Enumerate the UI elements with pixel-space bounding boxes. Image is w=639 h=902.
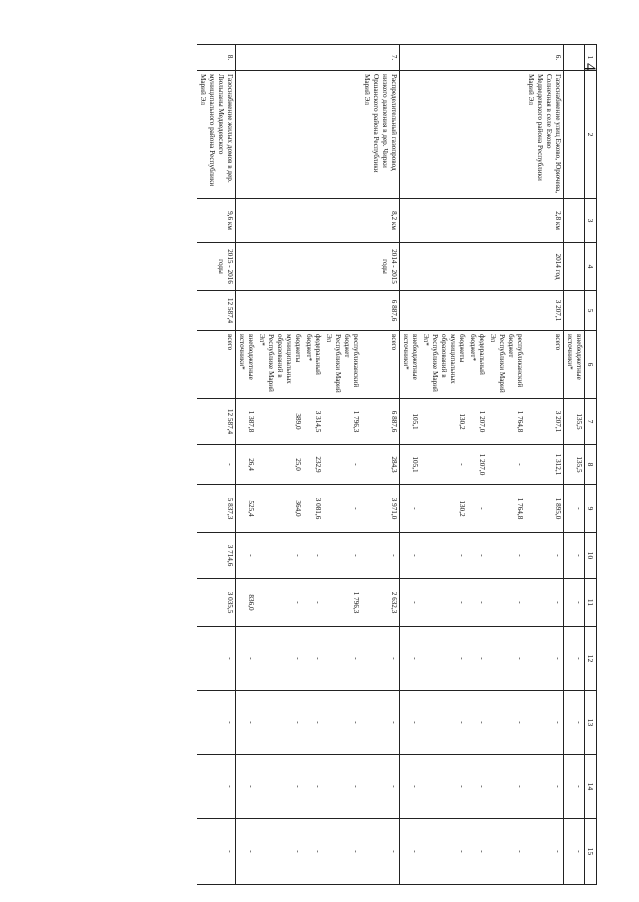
empty-cell (303, 45, 323, 71)
empty-cell (235, 291, 256, 331)
item-length: 9,6 км (197, 199, 236, 243)
value-cell: 5 837,3 (197, 485, 236, 533)
table-row (197, 45, 236, 885)
value-cell: 1 387,8 (235, 399, 256, 445)
value-cell: 3 314,5 (303, 399, 323, 445)
value-cell: - (420, 533, 467, 579)
item-total: 12 587,4 (197, 291, 236, 331)
value-cell: - (323, 691, 361, 755)
funding-source: внебюджетные источники* (563, 331, 584, 399)
empty-cell (323, 243, 361, 291)
value-cell: - (256, 691, 303, 755)
value-cell: - (420, 445, 467, 485)
rotated-table-sheet (59, 44, 597, 884)
empty-cell (303, 71, 323, 199)
value-cell: - (256, 755, 303, 819)
empty-cell (399, 45, 420, 71)
col-header: 12 (584, 627, 596, 691)
value-cell: 232,9 (303, 445, 323, 485)
empty-cell (467, 291, 487, 331)
item-period: 2015 - 2016 годы (197, 243, 236, 291)
value-cell: - (399, 627, 420, 691)
value-cell: - (361, 755, 400, 819)
empty-cell (323, 71, 361, 199)
value-cell: - (235, 533, 256, 579)
value-cell: 3 971,0 (361, 485, 400, 533)
value-cell: - (399, 485, 420, 533)
column-number-row (584, 45, 596, 885)
empty-cell (399, 291, 420, 331)
value-cell: - (361, 691, 400, 755)
value-cell: - (256, 533, 303, 579)
value-cell: - (467, 533, 487, 579)
value-cell: 26,4 (235, 445, 256, 485)
empty-cell (303, 199, 323, 243)
value-cell: 1 207,0 (467, 445, 487, 485)
empty-cell (420, 45, 467, 71)
value-cell: - (563, 627, 584, 691)
empty-cell (235, 199, 256, 243)
empty-cell (303, 291, 323, 331)
value-cell: 130,2 (420, 399, 467, 445)
value-cell: - (487, 819, 525, 885)
item-period: 2014 - 2015 годы (361, 243, 400, 291)
value-cell: - (563, 579, 584, 627)
program-table (197, 44, 597, 885)
item-total: 6 887,6 (361, 291, 400, 331)
value-cell: - (525, 533, 564, 579)
funding-source: бюджеты муниципальных образований в Республике Марий Эл* (256, 331, 303, 399)
value-cell: 2 632,3 (361, 579, 400, 627)
value-cell: - (235, 755, 256, 819)
table-row (399, 45, 420, 885)
value-cell: 135,5 (563, 399, 584, 445)
table-row (420, 45, 467, 885)
item-number: 7. (361, 45, 400, 71)
value-cell: - (525, 627, 564, 691)
value-cell: - (361, 627, 400, 691)
value-cell: 1 312,1 (525, 445, 564, 485)
value-cell: - (563, 819, 584, 885)
empty-cell (303, 243, 323, 291)
value-cell: 1 796,3 (323, 399, 361, 445)
col-header: 11 (584, 579, 596, 627)
value-cell: - (323, 485, 361, 533)
value-cell: - (323, 627, 361, 691)
empty-cell (420, 243, 467, 291)
value-cell: - (563, 533, 584, 579)
item-name: Газоснабжение улиц Ежово, Юрючева, Солнечная в селе Ежово Медведевского района Республики Марий Эл (525, 71, 564, 199)
value-cell: - (525, 755, 564, 819)
empty-cell (467, 45, 487, 71)
table-row (361, 45, 400, 885)
value-cell: - (563, 691, 584, 755)
funding-source: всего (361, 331, 400, 399)
value-cell: - (303, 627, 323, 691)
value-cell: - (487, 445, 525, 485)
value-cell: - (197, 445, 236, 485)
value-cell: 3 714,6 (197, 533, 236, 579)
value-cell: - (420, 819, 467, 885)
empty-cell (487, 71, 525, 199)
item-name: Распределительный газопровод низкого давления в дер. Чирки Оршанского района Республики Марий Эл (361, 71, 400, 199)
value-cell: - (256, 579, 303, 627)
table-body (197, 45, 597, 885)
col-header: 1 (584, 45, 596, 71)
value-cell: - (197, 691, 236, 755)
value-cell: - (467, 691, 487, 755)
value-cell: - (399, 533, 420, 579)
empty-cell (256, 71, 303, 199)
funding-source: всего (525, 331, 564, 399)
item-number: 6. (525, 45, 564, 71)
value-cell: - (467, 755, 487, 819)
table-row (467, 45, 487, 885)
empty-cell (487, 199, 525, 243)
empty-cell (399, 243, 420, 291)
empty-cell (487, 243, 525, 291)
empty-cell (563, 291, 584, 331)
item-name: Газоснабжение жилых домов в дер. Люльпаны Медведевского муниципального района Республики Марий Эл (197, 71, 236, 199)
funding-source: республиканский бюджет Республики Марий Эл (487, 331, 525, 399)
table-row (525, 45, 564, 885)
value-cell: - (487, 533, 525, 579)
value-cell: - (256, 627, 303, 691)
value-cell: - (525, 579, 564, 627)
value-cell: 364,0 (256, 485, 303, 533)
value-cell: 525,4 (235, 485, 256, 533)
col-header: 8 (584, 445, 596, 485)
table-row (487, 45, 525, 885)
value-cell: - (303, 691, 323, 755)
empty-cell (563, 199, 584, 243)
item-period: 2014 год (525, 243, 564, 291)
value-cell: - (525, 819, 564, 885)
value-cell: 3 081,6 (303, 485, 323, 533)
value-cell: - (323, 755, 361, 819)
empty-cell (399, 71, 420, 199)
empty-cell (323, 199, 361, 243)
col-header: 3 (584, 199, 596, 243)
table-row (303, 45, 323, 885)
funding-source: бюджеты муниципальных образований в Республике Марий Эл* (420, 331, 467, 399)
value-cell: - (399, 755, 420, 819)
value-cell: - (563, 755, 584, 819)
value-cell: - (399, 691, 420, 755)
empty-cell (563, 71, 584, 199)
item-total: 3 207,1 (525, 291, 564, 331)
empty-cell (563, 243, 584, 291)
empty-cell (467, 243, 487, 291)
value-cell: - (399, 579, 420, 627)
empty-cell (323, 291, 361, 331)
value-cell: - (303, 579, 323, 627)
value-cell: 12 587,4 (197, 399, 236, 445)
value-cell: - (420, 627, 467, 691)
empty-cell (235, 71, 256, 199)
value-cell: - (563, 485, 584, 533)
col-header: 5 (584, 291, 596, 331)
value-cell: - (235, 627, 256, 691)
empty-cell (323, 45, 361, 71)
col-header: 10 (584, 533, 596, 579)
col-header: 6 (584, 331, 596, 399)
value-cell: - (256, 819, 303, 885)
page-number: 4 (581, 63, 598, 71)
funding-source: федеральный бюджет* (467, 331, 487, 399)
col-header: 2 (584, 71, 596, 199)
value-cell: - (361, 533, 400, 579)
value-cell: - (487, 627, 525, 691)
value-cell: - (487, 691, 525, 755)
value-cell: 105,1 (399, 445, 420, 485)
empty-cell (467, 71, 487, 199)
value-cell: 1 895,0 (525, 485, 564, 533)
empty-cell (420, 291, 467, 331)
value-cell: 25,0 (256, 445, 303, 485)
col-header: 15 (584, 819, 596, 885)
value-cell: - (303, 819, 323, 885)
value-cell: 3 207,1 (525, 399, 564, 445)
value-cell: - (525, 691, 564, 755)
empty-cell (235, 45, 256, 71)
empty-cell (256, 243, 303, 291)
value-cell: 3 035,5 (197, 579, 236, 627)
value-cell: - (467, 627, 487, 691)
empty-cell (256, 291, 303, 331)
item-length: 2,8 км (525, 199, 564, 243)
value-cell: - (303, 755, 323, 819)
value-cell: - (323, 445, 361, 485)
value-cell: - (467, 819, 487, 885)
empty-cell (563, 45, 584, 71)
value-cell: - (197, 819, 236, 885)
value-cell: 1 764,8 (487, 399, 525, 445)
empty-cell (487, 291, 525, 331)
value-cell: - (399, 819, 420, 885)
value-cell: 135,5 (563, 445, 584, 485)
value-cell: - (467, 579, 487, 627)
item-number: 8. (197, 45, 236, 71)
funding-source: внебюджетные источники* (235, 331, 256, 399)
value-cell: - (420, 755, 467, 819)
value-cell: - (487, 579, 525, 627)
col-header: 13 (584, 691, 596, 755)
funding-source: всего (197, 331, 236, 399)
empty-cell (235, 243, 256, 291)
value-cell: 6 887,6 (361, 399, 400, 445)
value-cell: 105,1 (399, 399, 420, 445)
value-cell: - (235, 819, 256, 885)
empty-cell (487, 45, 525, 71)
table-row (235, 45, 256, 885)
value-cell: 389,0 (256, 399, 303, 445)
value-cell: - (420, 579, 467, 627)
col-header: 14 (584, 755, 596, 819)
funding-source: федеральный бюджет* (303, 331, 323, 399)
value-cell: 1 764,8 (487, 485, 525, 533)
value-cell: 1 207,0 (467, 399, 487, 445)
value-cell: - (467, 485, 487, 533)
value-cell: - (487, 755, 525, 819)
value-cell: - (323, 819, 361, 885)
col-header: 9 (584, 485, 596, 533)
table-row (323, 45, 361, 885)
col-header: 4 (584, 243, 596, 291)
table-row (256, 45, 303, 885)
empty-cell (399, 199, 420, 243)
funding-source: республиканский бюджет Республики Марий Эл (323, 331, 361, 399)
value-cell: 130,2 (420, 485, 467, 533)
value-cell: - (361, 819, 400, 885)
value-cell: 836,0 (235, 579, 256, 627)
value-cell: - (197, 627, 236, 691)
table-row (563, 45, 584, 885)
value-cell: - (420, 691, 467, 755)
funding-source: внебюджетные источники* (399, 331, 420, 399)
value-cell: 1 796,3 (323, 579, 361, 627)
empty-cell (256, 45, 303, 71)
value-cell: - (235, 691, 256, 755)
empty-cell (467, 199, 487, 243)
empty-cell (420, 71, 467, 199)
empty-cell (420, 199, 467, 243)
item-length: 8,2 км (361, 199, 400, 243)
value-cell: - (323, 533, 361, 579)
value-cell: - (197, 755, 236, 819)
value-cell: 284,3 (361, 445, 400, 485)
empty-cell (256, 199, 303, 243)
value-cell: - (303, 533, 323, 579)
col-header: 7 (584, 399, 596, 445)
